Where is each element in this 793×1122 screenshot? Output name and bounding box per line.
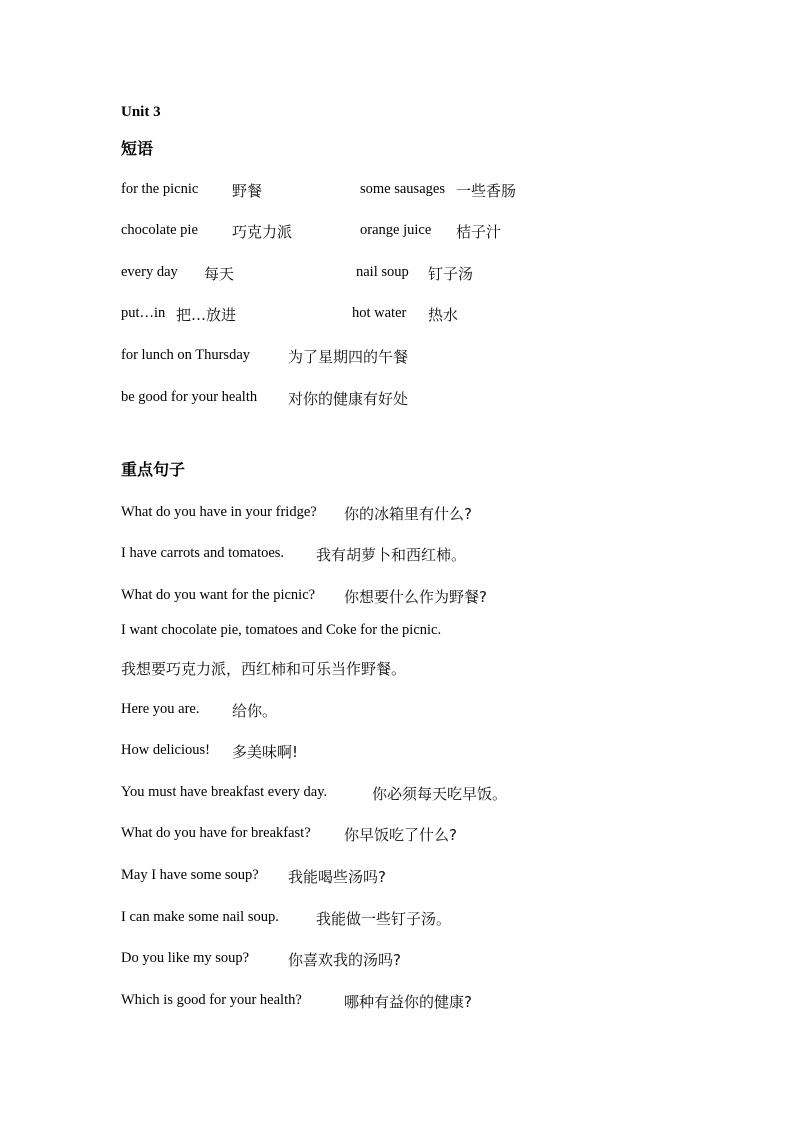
sentence-en: What do you have for breakfast?: [121, 825, 311, 841]
phrase-zh: 为了星期四的午餐: [288, 348, 409, 366]
sentence-en: I can make some nail soup.: [121, 909, 279, 925]
phrase-zh: 野餐: [232, 182, 263, 200]
sentence-zh: 你早饭吃了什么?: [344, 826, 457, 844]
sentence-zh: 多美味啊!: [232, 743, 299, 761]
phrase-zh: 把…放进: [176, 306, 237, 324]
phrase-zh: 对你的健康有好处: [288, 390, 409, 408]
phrase-en: every day: [121, 264, 178, 280]
phrase-zh: 巧克力派: [232, 223, 293, 241]
sentence-en: Here you are.: [121, 701, 200, 717]
key-sentences-heading: 重点句子: [121, 460, 186, 479]
sentence-zh: 给你。: [232, 702, 278, 720]
phrase-zh: 每天: [204, 265, 235, 283]
sentence-zh: 我有胡萝卜和西红柿。: [316, 546, 467, 564]
phrase-en: orange juice: [360, 222, 432, 238]
sentence-zh: 你喜欢我的汤吗?: [288, 951, 401, 969]
sentence-zh: 哪种有益你的健康?: [344, 993, 472, 1011]
unit-title: Unit 3: [121, 104, 161, 120]
phrase-zh: 热水: [428, 306, 459, 324]
sentence-en: Do you like my soup?: [121, 950, 250, 966]
sentence-en: I want chocolate pie, tomatoes and Coke for the picnic.: [121, 622, 442, 638]
phrase-en: chocolate pie: [121, 222, 198, 238]
sentence-zh: 我想要巧克力派，西红柿和可乐当作野餐。: [121, 660, 407, 678]
sentence-zh: 你必须每天吃早饭。: [372, 785, 508, 803]
phrase-en: for the picnic: [121, 181, 199, 197]
phrase-en: put…in: [121, 305, 166, 321]
phrase-en: some sausages: [360, 181, 445, 197]
phrase-en: hot water: [352, 305, 407, 321]
phrase-zh: 钉子汤: [428, 265, 474, 283]
phrase-en: for lunch on Thursday: [121, 347, 250, 363]
phrases-heading: 短语: [121, 139, 154, 158]
phrase-zh: 一些香肠: [456, 182, 517, 200]
sentence-en: How delicious!: [121, 742, 210, 758]
sentence-en: I have carrots and tomatoes.: [121, 545, 285, 561]
phrase-en: nail soup: [356, 264, 409, 280]
phrase-en: be good for your health: [121, 389, 258, 405]
phrase-zh: 桔子汁: [456, 223, 502, 241]
sentence-en: What do you want for the picnic?: [121, 587, 316, 603]
sentence-en: May I have some soup?: [121, 867, 259, 883]
sentence-zh: 我能做一些钉子汤。: [316, 910, 452, 928]
sentence-en: You must have breakfast every day.: [121, 784, 328, 800]
sentence-en: What do you have in your fridge?: [121, 504, 317, 520]
sentence-zh: 你想要什么作为野餐?: [344, 588, 487, 606]
sentence-zh: 你的冰箱里有什么?: [344, 505, 472, 523]
sentence-zh: 我能喝些汤吗?: [288, 868, 386, 886]
sentence-en: Which is good for your health?: [121, 992, 302, 1008]
